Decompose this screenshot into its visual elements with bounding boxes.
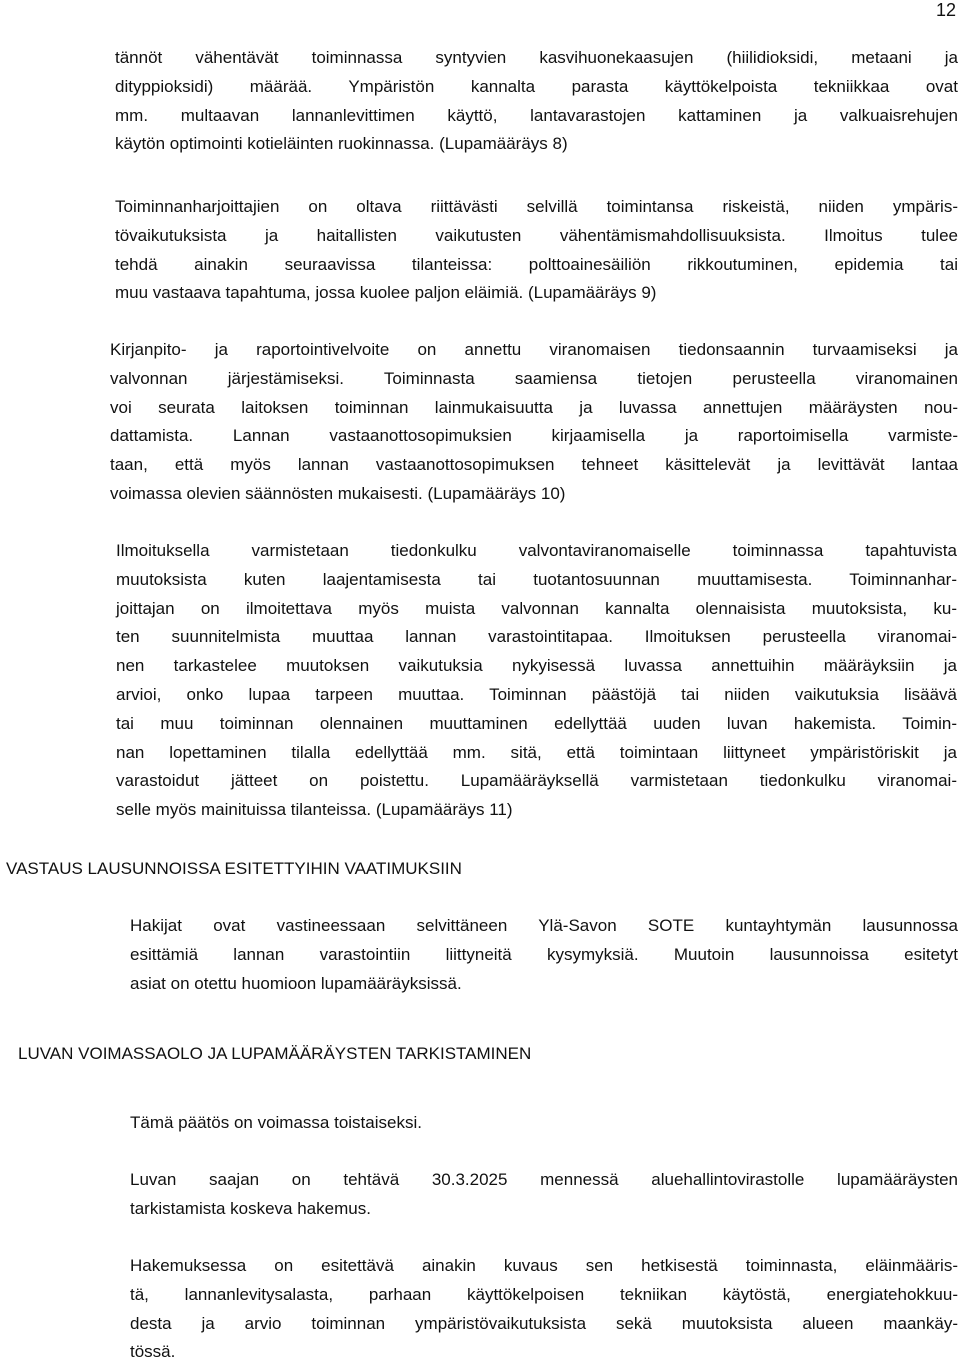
text-line: nan lopettaminen tilalla edellyttää mm. sitä, että toimintaan liittyneet ympäristöriskit ja: [116, 742, 957, 762]
text-line: tarkistamista koskeva hakemus.: [130, 1198, 371, 1218]
text-line: voimassa olevien säännösten mukaisesti. (Lupamääräys 10): [110, 483, 566, 503]
text-line: muu vastaava tapahtuma, jossa kuolee paljon eläimiä. (Lupamääräys 9): [115, 283, 657, 303]
text-line: tä, lannanlevitysalasta, parhaan käyttökelpoisen tekniikan käytöstä, energiatehokkuu-: [130, 1284, 958, 1304]
text-line: tövaikutuksista ja haitallisten vaikutusten vähentämismahdollisuuksista. Ilmoitus tulee: [115, 225, 958, 245]
text-line: mm. multaavan lannanlevittimen käyttö, lantavarastojen kattaminen ja valkuaisrehujen: [115, 105, 958, 125]
text-line: asiat on otettu huomioon lupamääräyksissä.: [130, 973, 462, 993]
paragraph-3: [110, 336, 958, 509]
text-line: esittämiä lannan varastointiin liittyneitä kysymyksiä. Muutoin lausunnoissa esitetyt: [130, 944, 958, 964]
section-heading-responses: VASTAUS LAUSUNNOISSA ESITETTYIHIN VAATIMUKSIIN: [6, 859, 462, 878]
text-line: ten suunnitelmista muuttaa lannan varastointitapaa. Ilmoituksen perusteella viranomai-: [116, 627, 957, 647]
text-line: desta ja arvio toiminnan ympäristövaikutuksista sekä muutoksista alueen maankäy-: [130, 1313, 958, 1333]
text-line: arvioi, onko lupaa tarpeen muuttaa. Toiminnan päästöjä tai niiden vaikutuksia lisäävä: [116, 684, 957, 704]
text-line: voi seurata laitoksen toiminnan lainmukaisuutta ja luvassa annettujen määräysten nou-: [110, 397, 958, 417]
paragraph-1: [115, 44, 958, 159]
text-line: tännöt vähentävät toiminnassa syntyvien kasvihuonekaasujen (hiilidioksidi, metaani ja: [115, 48, 958, 67]
text-line: varastoidut jätteet on poistettu. Lupamääräyksellä varmistetaan tiedonkulku viranomai-: [116, 771, 957, 791]
text-line: nen tarkastelee muutoksen vaikutuksia nykyisessä luvassa annettuihin määräyksiin ja: [116, 656, 957, 676]
paragraph-4: [116, 537, 957, 825]
text-line: Ilmoituksella varmistetaan tiedonkulku valvontaviranomaiselle toiminnassa tapahtuvista: [116, 541, 957, 560]
text-line: Hakemuksessa on esitettävä ainakin kuvaus sen hetkisestä toiminnasta, eläinmääris-: [130, 1256, 958, 1275]
text-line: valvonnan järjestämiseksi. Toiminnasta saamiensa tietojen perusteella viranomainen: [110, 368, 958, 388]
paragraph-8: [130, 1252, 958, 1367]
text-line: joittajan on ilmoitettava myös muista valvonnan kannalta olennaisista muutoksista, ku-: [116, 598, 957, 618]
text-line: Luvan saajan on tehtävä 30.3.2025 mennessä aluehallintovirastolle lupamääräysten: [130, 1170, 958, 1189]
text-line: Tämä päätös on voimassa toistaiseksi.: [130, 1113, 422, 1132]
paragraph-7: [130, 1166, 958, 1224]
text-line: Hakijat ovat vastineessaan selvittäneen Ylä-Savon SOTE kuntayhtymän lausunnossa: [130, 916, 958, 935]
paragraph-5: [130, 912, 958, 998]
text-line: taan, että myös lannan vastaanottosopimuksen tehneet käsittelevät ja levittävät lantaa: [110, 455, 958, 475]
text-line: Kirjanpito- ja raportointivelvoite on annettu viranomaisen tiedonsaannin turvaamiseksi ja: [110, 340, 958, 359]
page-number: 12: [935, 0, 956, 20]
paragraph-6: [130, 1109, 958, 1138]
text-line: dityppioksidi) määrää. Ympäristön kannalta parasta käyttökelpoista tekniikkaa ovat: [115, 76, 958, 96]
text-line: käytön optimointi kotieläinten ruokinnassa. (Lupamääräys 8): [115, 134, 568, 154]
text-line: dattamista. Lannan vastaanottosopimuksien kirjaamisella ja raportoimisella varmiste-: [110, 426, 958, 446]
section-heading-validity: LUVAN VOIMASSAOLO JA LUPAMÄÄRÄYSTEN TARKISTAMINEN: [18, 1044, 532, 1063]
text-line: muutoksista kuten laajentamisesta tai tuotantosuunnan muuttamisesta. Toiminnanhar-: [116, 569, 957, 589]
text-line: selle myös mainituissa tilanteissa. (Lupamääräys 11): [116, 800, 513, 820]
text-line: Toiminnanharjoittajien on oltava riittävästi selvillä toimintansa riskeistä, niiden ympäris-: [115, 197, 958, 216]
text-line: tössä.: [130, 1342, 176, 1362]
text-line: tai muu toiminnan olennainen muuttaminen edellyttää uuden luvan hakemista. Toimin-: [116, 713, 957, 733]
paragraph-2: [115, 193, 958, 308]
text-line: tehdä ainakin seuraavissa tilanteissa: polttoainesäiliön rikkoutuminen, epidemia tai: [115, 254, 958, 274]
